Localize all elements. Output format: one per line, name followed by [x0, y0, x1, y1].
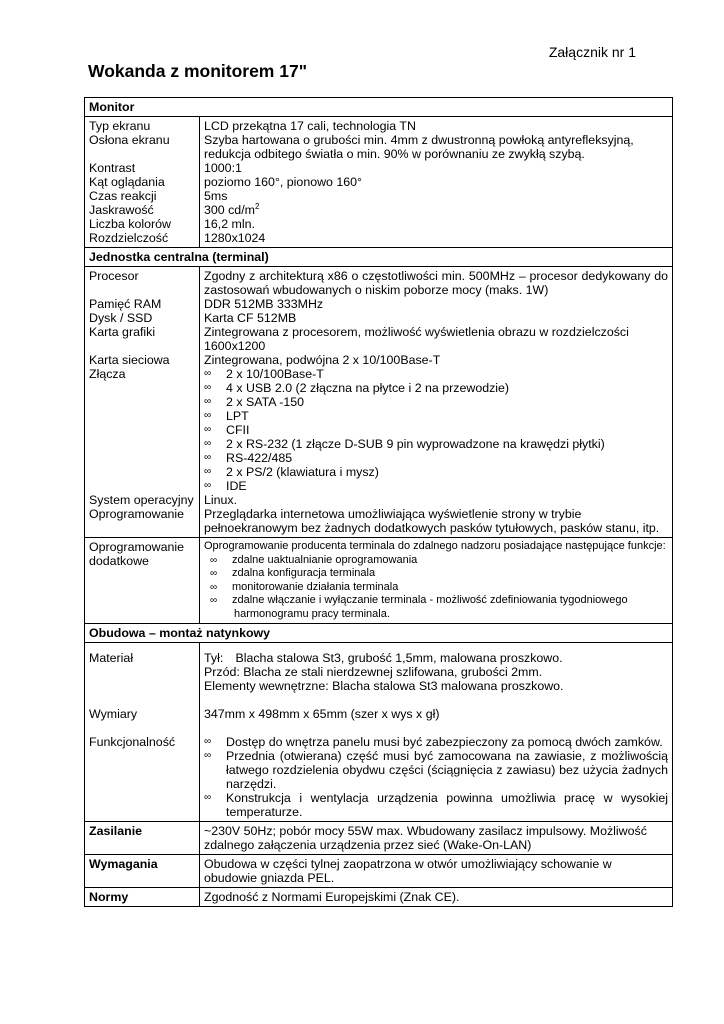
label-power: Zasilanie — [85, 822, 200, 855]
requirements-row — [85, 855, 673, 888]
value-requirements: Obudowa w części tylnej zaopatrzona w otwór umożliwiający schowanie w obudowie gniazda PEL. — [200, 855, 673, 888]
cpu-labels — [85, 267, 200, 538]
value-nic: Zintegrowana, podwójna 2 x 10/100Base-T — [204, 353, 441, 367]
spacer — [89, 665, 195, 707]
value-material-internal: Elementy wewnętrzne: Blacha stalowa St3 malowana proszkowo. — [204, 679, 564, 693]
label-colors: Liczba kolorów — [89, 217, 171, 231]
label-material: Materiał — [89, 651, 134, 665]
list-item: ∞ zdalne uaktualnianie oprogramowania — [204, 554, 668, 568]
label-screen-type: Typ ekranu — [89, 119, 151, 133]
extra-software-row — [85, 538, 673, 624]
monitor-row — [85, 117, 673, 248]
cpu-values — [200, 267, 673, 538]
cpu-row — [85, 267, 673, 538]
label-os: System operacyjny — [89, 493, 194, 507]
list-item: ∞ LPT — [204, 409, 668, 423]
extra-software-list — [204, 554, 668, 608]
value-response-time: 5ms — [204, 189, 228, 203]
list-item: ∞ zdalne włączanie i wyłączanie terminala - możliwość zdefiniowania tygodniowego — [204, 594, 668, 608]
label-ports: Złącza — [89, 367, 126, 381]
label-brightness: Jaskrawość — [89, 203, 154, 217]
monitor-values — [200, 117, 673, 248]
list-item: ∞ 2 x SATA -150 — [204, 395, 668, 409]
spacer — [204, 721, 668, 735]
extra-software-intro: Oprogramowanie producenta terminala do zdalnego nadzoru posiadające następujące funkcje: — [204, 540, 666, 552]
extra-software-label — [85, 538, 200, 624]
label-software: Oprogramowanie — [89, 507, 185, 521]
value-processor: Zgodny z architekturą x86 o częstotliwości min. 500MHz – procesor dedykowany do zastosowań wbudowanych o niskim poborze mocy (maks. 1W) — [204, 269, 668, 297]
value-viewing-angle: poziomo 160°, pionowo 160° — [204, 175, 363, 189]
value-standards: Zgodność z Normami Europejskimi (Znak CE). — [200, 888, 673, 907]
label-dimensions: Wymiary — [89, 707, 138, 721]
list-item: ∞ 4 x USB 2.0 (2 złączna na płytce i 2 na przewodzie) — [204, 381, 668, 395]
value-ram: DDR 512MB 333MHz — [204, 297, 324, 311]
label-contrast: Kontrast — [89, 161, 136, 175]
spec-table — [84, 97, 673, 907]
label-gpu: Karta grafiki — [89, 325, 156, 339]
label-screen-cover: Osłona ekranu — [89, 133, 170, 147]
value-material-front: Przód: Blacha ze stali nierdzewnej szlifowana, grubości 2mm. — [204, 665, 543, 679]
section-heading: Monitor — [85, 98, 673, 117]
value-colors: 16,2 mln. — [204, 217, 255, 231]
spacer — [204, 693, 668, 707]
monitor-labels — [85, 117, 200, 248]
list-item: ∞ IDE — [204, 479, 668, 493]
list-item: ∞ Dostęp do wnętrza panelu musi być zabezpieczony za pomocą dwóch zamków. — [204, 735, 668, 749]
value-gpu: Zintegrowana z procesorem, możliwość wyświetlenia obrazu w rozdzielczości 1600x1200 — [204, 325, 629, 353]
label-standards: Normy — [85, 888, 200, 907]
spacer — [89, 381, 195, 493]
annex-label: Załącznik nr 1 — [548, 44, 636, 60]
label-ram: Pamięć RAM — [89, 297, 162, 311]
value-contrast: 1000:1 — [204, 161, 242, 175]
extra-software-values — [200, 538, 673, 624]
extra-software-continuation: harmonogramu pracy terminala. — [234, 607, 390, 620]
functionality-list — [204, 735, 668, 819]
label-viewing-angle: Kąt oglądania — [89, 175, 165, 189]
value-screen-type: LCD przekątna 17 cali, technologia TN — [204, 119, 416, 133]
label-resolution: Rozdzielczość — [89, 231, 169, 245]
value-os: Linux. — [204, 493, 238, 507]
spacer — [89, 721, 195, 735]
section-heading: Jednostka centralna (terminal) — [85, 248, 673, 267]
label-response-time: Czas reakcji — [89, 189, 157, 203]
list-item: ∞ 2 x RS-232 (1 złącze D-SUB 9 pin wyprowadzone na krawędzi płytki) — [204, 437, 668, 451]
label-functionality: Funkcjonalność — [89, 735, 176, 749]
list-item: ∞ CFII — [204, 423, 668, 437]
label-processor: Procesor — [89, 269, 139, 283]
power-row — [85, 822, 673, 855]
list-item: ∞ Konstrukcja i wentylacja urządzenia powinna umożliwia pracę w wysokiej temperaturze. — [204, 791, 668, 819]
page-title: Wokanda z monitorem 17" — [88, 61, 307, 81]
value-power: ~230V 50Hz; pobór mocy 55W max. Wbudowany zasilacz impulsowy. Możliwość zdalnego załączenia urządzenia przez sieć (Wake-On-LAN) — [200, 822, 673, 855]
list-item: ∞ 2 x 10/100Base-T — [204, 367, 668, 381]
list-item: ∞ Przednia (otwierana) część musi być zamocowana na zawiasie, z możliwością łatwego rozdzielenia obydwu części (ściągnięcia z zawiasu) bez użycia żadnych narzędzi. — [204, 749, 668, 791]
value-software: Przeglądarka internetowa umożliwiająca wyświetlenie strony w trybie pełnoekranowym bez żadnych dodatkowych pasków tytułowych, pasków stanu, itp. — [204, 507, 660, 535]
value-brightness — [204, 203, 668, 217]
spacer — [89, 339, 195, 353]
material-back-label: Tył: — [204, 651, 224, 665]
list-item: ∞ monitorowanie działania terminala — [204, 581, 668, 595]
value-dimensions: 347mm x 498mm x 65mm (szer x wys x gł) — [204, 707, 440, 721]
value-material-back — [204, 651, 668, 665]
label-extra-software-1: Oprogramowanie — [89, 540, 185, 554]
housing-values — [200, 643, 673, 822]
spacer — [89, 283, 195, 297]
material-back-text: Blacha stalowa St3, grubość 1,5mm, malowana proszkowo. — [235, 651, 563, 665]
label-requirements: Wymagania — [85, 855, 200, 888]
list-item: ∞ RS-422/485 — [204, 451, 668, 465]
housing-row — [85, 643, 673, 822]
section-cpu-header — [85, 248, 673, 267]
section-housing-header — [85, 624, 673, 643]
section-monitor-header — [85, 98, 673, 117]
brightness-exponent: 2 — [254, 201, 260, 211]
brightness-text: 300 cd/m — [204, 203, 255, 217]
housing-labels — [85, 643, 200, 822]
value-resolution: 1280x1024 — [204, 231, 266, 245]
standards-row — [85, 888, 673, 907]
ports-list — [204, 367, 668, 493]
list-item: ∞ 2 x PS/2 (klawiatura i mysz) — [204, 465, 668, 479]
label-nic: Karta sieciowa — [89, 353, 170, 367]
value-cover-1: Szyba hartowana o grubości min. 4mm z dwustronną powłoką antyrefleksyjną, — [204, 133, 634, 147]
label-blank — [89, 147, 195, 161]
value-cover-2: redukcja odbitego światła o min. 90% w porównaniu ze zwykłą szybą. — [204, 147, 585, 161]
list-item: ∞ zdalna konfiguracja terminala — [204, 567, 668, 581]
label-extra-software-2: dodatkowe — [89, 554, 149, 568]
section-heading: Obudowa – montaż natynkowy — [85, 624, 673, 643]
label-disk: Dysk / SSD — [89, 311, 153, 325]
value-disk: Karta CF 512MB — [204, 311, 297, 325]
